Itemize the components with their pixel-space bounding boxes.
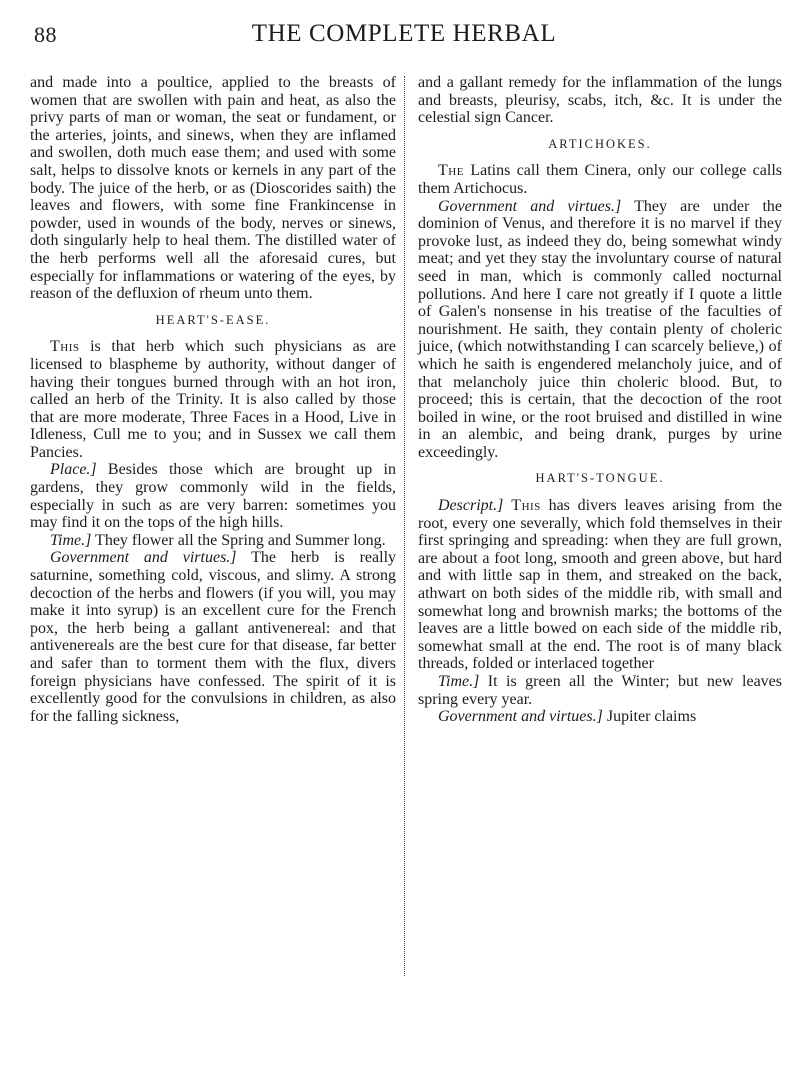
paragraph-text: It is green all the Winter; but new leaves spring every year. (418, 673, 782, 708)
section-heading-artichokes: ARTICHOKES. (548, 136, 652, 151)
paragraph-text: Besides those which are brought up in gardens, they grow commonly wild in the fields, especially in such as are very barren: sometimes you may find it on the tops of the high hills. (30, 461, 396, 532)
section-label-government: Government and virtues.] (438, 708, 603, 726)
section-label-government: Government and virtues.] (438, 197, 622, 215)
paragraph-text: Latins call them Cinera, only our college calls them Artichocus. (418, 162, 782, 197)
left-column (30, 74, 396, 725)
lead-word: The (438, 162, 464, 180)
paragraph-text: has divers leaves arising from the root, every one severally, which fold themselves in their first springing and spreading: when they are full grown, are about a foot long, smooth and green above, but hard and with little sap in them, and streaked on the back, athwart on both sides of the middle rib, with small and somewhat long and brownish marks; the bottoms of the leaves are a little bowed on each side of the middle rib, somewhat small at the end. The root is of many black threads, folded or interlaced together (418, 497, 782, 673)
lead-word: This (503, 497, 541, 515)
paragraph (418, 497, 782, 673)
section-heading-hartstongue: HART'S-TONGUE. (535, 471, 665, 486)
section-heading-heartsease: HEART'S-EASE. (155, 312, 271, 327)
paragraph (418, 74, 782, 127)
section-label-place: Place.] (50, 461, 97, 479)
paragraph-text: and a gallant remedy for the inflammation of the lungs and breasts, pleurisy, scabs, itch, &c. It is under the celestial sign Cancer. (418, 74, 782, 127)
paragraph (418, 673, 782, 708)
paragraph (418, 708, 782, 726)
paragraph (418, 198, 782, 462)
running-head (34, 20, 774, 60)
paragraph (30, 74, 396, 303)
section-label-time: Time.] (50, 531, 92, 549)
paragraph (30, 549, 396, 725)
section-label-time: Time.] (438, 673, 480, 690)
paragraph-text: and made into a poultice, applied to the breasts of women that are swollen with pain and heat, as also the privy parts of man or woman, the seat or fundament, or the arteries, joints, and sinews, when they are inflamed and swollen, doth much ease them; and used with some salt, helps to dissolve knots or kernels in any part of the body. The juice of the herb, or as (Dioscorides saith) the leaves and flowers, with some fine Frankincense in powder, used in wounds of the body, nerves or sinews, doth singularly help to heal them. The distilled water of the herb performs well all the aforesaid cures, but especially for inflammations or watering of the eyes, by reason of the defluxion of rheum unto them. (30, 74, 396, 303)
paragraph (418, 162, 782, 197)
paragraph-text: Jupiter claims (602, 708, 697, 726)
paragraph (30, 532, 396, 550)
paragraph-text: is that herb which such physicians as are licensed to blaspheme by authority, without danger of having their tongues burned through with an hot iron, called an herb of the Trinity. It is also called by those that are more moderate, Three Faces in a Hood, Live in Idleness, Cull me to you; and in Sussex we call them Pancies. (30, 338, 396, 461)
paragraph-text: They flower all the Spring and Summer long. (91, 531, 386, 549)
book-title: THE COMPLETE HERBAL (251, 20, 557, 47)
page-number: 88 (34, 22, 57, 47)
section-label-government: Government and virtues.] (50, 549, 237, 567)
column-divider (404, 76, 405, 976)
lead-word: This (50, 338, 80, 356)
paragraph (30, 338, 396, 461)
paragraph-text: They are under the dominion of Venus, and therefore it is no marvel if they provoke lust, as indeed they do, being somewhat windy meat; and yet they stay the involuntary course of natural seed in man, which is commonly called nocturnal pollutions. And here I care not greatly if I quote a little of Galen's nonsense in his treatise of the faculties of nourishment. He saith, they contain plenty of choleric juice, (which notwithstanding I can scarcely believe,) of which he saith is engendered melancholy juice, and of that melancholy juice thin choleric blood. But, to proceed; this is certain, that the decoction of the root boiled in wine, or the root bruised and distilled in wine in an alembic, and being drank, purges by urine exceedingly. (418, 197, 783, 461)
paragraph-text: The herb is really saturnine, something cold, viscous, and slimy. A strong decoction of the herbs and flowers (if you will, you may make it into syrup) is an excellent cure for the French pox, the herb being a gallant antivenereal: and that antivenereals are the best cure for that disease, far better and safer than to torment them with the flux, divers foreign physicians have confessed. The spirit of it is excellently good for the convulsions in children, as also for the falling sickness, (30, 549, 397, 725)
right-column (418, 74, 782, 726)
section-label-descript: Descript.] (438, 497, 504, 515)
paragraph (30, 461, 396, 531)
